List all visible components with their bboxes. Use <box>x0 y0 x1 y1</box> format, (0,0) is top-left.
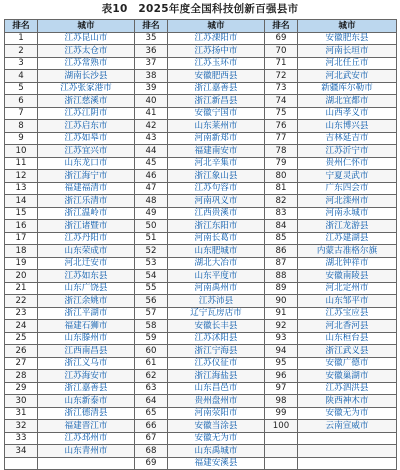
city-cell: 浙江温岭市 <box>38 207 135 220</box>
rank-cell: 98 <box>265 395 298 408</box>
rank-cell: 58 <box>135 320 168 333</box>
rank-cell: 25 <box>5 332 38 345</box>
rank-cell: 60 <box>135 345 168 358</box>
rank-cell: 14 <box>5 195 38 208</box>
city-cell: 山东邹平市 <box>298 295 397 308</box>
city-cell: 福建石狮市 <box>38 320 135 333</box>
rank-cell: 24 <box>5 320 38 333</box>
city-cell: 山东平度市 <box>168 270 265 283</box>
rank-cell <box>265 445 298 458</box>
rank-cell: 93 <box>265 332 298 345</box>
rank-cell: 49 <box>135 207 168 220</box>
city-cell: 河北迁安市 <box>38 257 135 270</box>
table-row <box>5 370 397 383</box>
table-header-row <box>5 20 397 33</box>
city-cell: 宁夏灵武市 <box>298 170 397 183</box>
city-cell: 江苏昆山市 <box>38 32 135 45</box>
city-cell: 山东青州市 <box>38 445 135 458</box>
rank-cell: 87 <box>265 257 298 270</box>
city-cell: 山东昌邑市 <box>168 382 265 395</box>
rank-cell: 19 <box>5 257 38 270</box>
rank-cell: 26 <box>5 345 38 358</box>
rank-cell: 69 <box>135 457 168 470</box>
city-cell: 浙江乐清市 <box>38 195 135 208</box>
city-cell: 河北滦州市 <box>298 195 397 208</box>
table-row <box>5 107 397 120</box>
table-row <box>5 170 397 183</box>
city-cell: 陕西神木市 <box>298 395 397 408</box>
table-row <box>5 457 397 470</box>
city-cell: 江苏太仓市 <box>38 45 135 58</box>
city-cell: 江苏溧阳市 <box>168 32 265 45</box>
rank-cell: 28 <box>5 370 38 383</box>
city-cell: 江苏如皋市 <box>38 132 135 145</box>
rank-cell: 59 <box>135 332 168 345</box>
city-cell: 山东禹城市 <box>168 445 265 458</box>
city-cell: 辽宁瓦房店市 <box>168 307 265 320</box>
table-row <box>5 382 397 395</box>
rank-cell: 38 <box>135 70 168 83</box>
city-cell: 江苏张家港市 <box>38 82 135 95</box>
rank-cell: 39 <box>135 82 168 95</box>
city-cell: 广东四会市 <box>298 182 397 195</box>
city-header: 城市 <box>298 20 397 33</box>
rank-cell: 61 <box>135 357 168 370</box>
table-row <box>5 357 397 370</box>
table-row <box>5 132 397 145</box>
city-cell: 吉林延吉市 <box>298 132 397 145</box>
city-cell: 河北任丘市 <box>298 57 397 70</box>
city-cell: 江苏沛县 <box>168 295 265 308</box>
ranking-table <box>4 19 397 470</box>
city-cell: 浙江平湖市 <box>38 307 135 320</box>
city-cell: 江苏仪征市 <box>168 357 265 370</box>
rank-cell: 35 <box>135 32 168 45</box>
rank-cell: 88 <box>265 270 298 283</box>
table-row <box>5 45 397 58</box>
rank-cell: 65 <box>135 407 168 420</box>
city-cell: 河北定州市 <box>298 282 397 295</box>
rank-cell: 31 <box>5 407 38 420</box>
city-cell: 浙江东阳市 <box>168 220 265 233</box>
city-cell: 浙江海宁市 <box>38 170 135 183</box>
table-row <box>5 157 397 170</box>
city-cell: 安徽南陵县 <box>298 270 397 283</box>
city-cell <box>298 457 397 470</box>
rank-cell: 44 <box>135 145 168 158</box>
city-cell: 河北香河县 <box>298 320 397 333</box>
rank-cell: 6 <box>5 95 38 108</box>
city-cell: 浙江象山县 <box>168 170 265 183</box>
city-cell: 福建安溪县 <box>168 457 265 470</box>
city-cell: 河南禹州市 <box>168 282 265 295</box>
city-cell: 河南巩义市 <box>168 195 265 208</box>
city-cell: 江苏泗洪县 <box>298 382 397 395</box>
rank-header: 排名 <box>5 20 38 33</box>
table-row <box>5 332 397 345</box>
city-cell <box>298 445 397 458</box>
city-cell: 山西孝义市 <box>298 107 397 120</box>
city-cell: 安徽长丰县 <box>168 320 265 333</box>
rank-cell: 84 <box>265 220 298 233</box>
rank-cell: 66 <box>135 420 168 433</box>
rank-cell: 40 <box>135 95 168 108</box>
rank-cell: 81 <box>265 182 298 195</box>
rank-cell <box>265 457 298 470</box>
rank-header: 排名 <box>135 20 168 33</box>
city-cell: 安徽肥西县 <box>168 70 265 83</box>
rank-cell: 94 <box>265 345 298 358</box>
rank-cell: 27 <box>5 357 38 370</box>
rank-cell: 82 <box>265 195 298 208</box>
city-cell: 江苏丹阳市 <box>38 232 135 245</box>
rank-cell: 95 <box>265 357 298 370</box>
city-cell: 江苏江阴市 <box>38 107 135 120</box>
rank-cell: 50 <box>135 220 168 233</box>
table-row <box>5 295 397 308</box>
rank-cell: 69 <box>265 32 298 45</box>
rank-cell: 22 <box>5 295 38 308</box>
city-cell: 云南宣威市 <box>298 420 397 433</box>
rank-cell: 20 <box>5 270 38 283</box>
rank-cell: 67 <box>135 432 168 445</box>
city-cell: 山东新泰市 <box>38 395 135 408</box>
city-cell: 安徽广德市 <box>298 357 397 370</box>
rank-cell: 83 <box>265 207 298 220</box>
city-cell: 安徽无为市 <box>298 407 397 420</box>
rank-cell: 99 <box>265 407 298 420</box>
table-row <box>5 195 397 208</box>
rank-cell: 3 <box>5 57 38 70</box>
city-cell <box>298 432 397 445</box>
rank-cell: 77 <box>265 132 298 145</box>
city-cell: 湖南长沙县 <box>38 70 135 83</box>
city-cell: 浙江嘉善县 <box>38 382 135 395</box>
table-row <box>5 395 397 408</box>
city-cell: 山东肥城市 <box>168 245 265 258</box>
rank-cell: 71 <box>265 57 298 70</box>
rank-cell: 2 <box>5 45 38 58</box>
table-title: 表10 2025年度全国科技创新百强县市 <box>101 3 299 15</box>
rank-cell: 56 <box>135 295 168 308</box>
city-cell: 江苏扬中市 <box>168 45 265 58</box>
city-header: 城市 <box>168 20 265 33</box>
rank-cell: 21 <box>5 282 38 295</box>
table-row <box>5 445 397 458</box>
rank-cell: 70 <box>265 45 298 58</box>
table-row <box>5 182 397 195</box>
city-cell: 山东博兴县 <box>298 120 397 133</box>
rank-cell: 48 <box>135 195 168 208</box>
rank-cell: 73 <box>265 82 298 95</box>
rank-cell: 47 <box>135 182 168 195</box>
table-row <box>5 432 397 445</box>
rank-cell: 37 <box>135 57 168 70</box>
rank-cell: 45 <box>135 157 168 170</box>
city-cell: 江苏邳州市 <box>38 432 135 445</box>
city-cell: 山东滕州市 <box>38 332 135 345</box>
rank-cell: 90 <box>265 295 298 308</box>
rank-cell: 51 <box>135 232 168 245</box>
table-row <box>5 95 397 108</box>
rank-cell: 11 <box>5 157 38 170</box>
city-cell: 江苏句容市 <box>168 182 265 195</box>
city-cell: 湖北钟祥市 <box>298 257 397 270</box>
city-cell: 山东桓台县 <box>298 332 397 345</box>
rank-cell: 72 <box>265 70 298 83</box>
city-cell: 安徽宁国市 <box>168 107 265 120</box>
city-cell: 河北辛集市 <box>168 157 265 170</box>
city-cell: 山东龙口市 <box>38 157 135 170</box>
city-cell: 浙江宁海县 <box>168 345 265 358</box>
city-cell: 浙江海盐县 <box>168 370 265 383</box>
table-row <box>5 320 397 333</box>
rank-cell: 34 <box>5 445 38 458</box>
rank-cell: 89 <box>265 282 298 295</box>
rank-cell: 13 <box>5 182 38 195</box>
city-cell: 安徽巢湖市 <box>298 370 397 383</box>
city-cell: 山东莱州市 <box>168 120 265 133</box>
city-cell: 福建晋江市 <box>38 420 135 433</box>
rank-cell: 54 <box>135 270 168 283</box>
rank-cell: 62 <box>135 370 168 383</box>
table-row <box>5 57 397 70</box>
rank-cell: 63 <box>135 382 168 395</box>
rank-cell: 29 <box>5 382 38 395</box>
city-cell: 河南长垣市 <box>298 45 397 58</box>
rank-cell: 55 <box>135 282 168 295</box>
rank-cell: 9 <box>5 132 38 145</box>
table-row <box>5 145 397 158</box>
city-cell: 浙江诸暨市 <box>38 220 135 233</box>
rank-cell: 36 <box>135 45 168 58</box>
city-cell: 安徽肥东县 <box>298 32 397 45</box>
city-cell <box>38 457 135 470</box>
city-cell: 浙江余姚市 <box>38 295 135 308</box>
table-row <box>5 407 397 420</box>
table-row <box>5 32 397 45</box>
city-cell: 江苏常熟市 <box>38 57 135 70</box>
city-cell: 浙江武义县 <box>298 345 397 358</box>
city-cell: 安徽当涂县 <box>168 420 265 433</box>
city-cell: 江西贵溪市 <box>168 207 265 220</box>
city-cell: 江苏沭阳县 <box>168 332 265 345</box>
city-header: 城市 <box>38 20 135 33</box>
rank-cell: 23 <box>5 307 38 320</box>
table-row <box>5 220 397 233</box>
city-cell: 浙江义乌市 <box>38 357 135 370</box>
city-cell: 内蒙古准格尔旗 <box>298 245 397 258</box>
rank-cell: 85 <box>265 232 298 245</box>
rank-cell: 5 <box>5 82 38 95</box>
rank-cell <box>265 432 298 445</box>
city-cell: 河南长葛市 <box>168 232 265 245</box>
city-cell: 福建福清市 <box>38 182 135 195</box>
rank-cell: 41 <box>135 107 168 120</box>
rank-header: 排名 <box>265 20 298 33</box>
rank-cell: 46 <box>135 170 168 183</box>
city-cell: 安徽无为市 <box>168 432 265 445</box>
city-cell: 浙江慈溪市 <box>38 95 135 108</box>
rank-cell: 42 <box>135 120 168 133</box>
rank-cell: 68 <box>135 445 168 458</box>
rank-cell: 57 <box>135 307 168 320</box>
city-cell: 山东广饶县 <box>38 282 135 295</box>
city-cell: 江苏建湖县 <box>298 232 397 245</box>
rank-cell: 4 <box>5 70 38 83</box>
rank-cell: 12 <box>5 170 38 183</box>
table-row <box>5 245 397 258</box>
city-cell: 江苏沂宁市 <box>298 145 397 158</box>
city-cell: 江苏如东县 <box>38 270 135 283</box>
rank-cell: 96 <box>265 370 298 383</box>
table-row <box>5 207 397 220</box>
table-row <box>5 82 397 95</box>
city-cell: 河南荥阳市 <box>168 407 265 420</box>
rank-cell: 52 <box>135 245 168 258</box>
table-row <box>5 345 397 358</box>
city-cell: 福建南安市 <box>168 145 265 158</box>
rank-cell: 79 <box>265 157 298 170</box>
rank-cell: 53 <box>135 257 168 270</box>
city-cell: 江苏海安市 <box>38 370 135 383</box>
rank-cell: 80 <box>265 170 298 183</box>
rank-cell: 92 <box>265 320 298 333</box>
rank-cell: 7 <box>5 107 38 120</box>
city-cell: 河北武安市 <box>298 70 397 83</box>
rank-cell: 76 <box>265 120 298 133</box>
table-body <box>5 32 397 470</box>
city-cell: 浙江龙游县 <box>298 220 397 233</box>
table-row <box>5 307 397 320</box>
city-cell: 贵州盘州市 <box>168 395 265 408</box>
city-cell: 浙江德清县 <box>38 407 135 420</box>
rank-cell: 18 <box>5 245 38 258</box>
table-row <box>5 120 397 133</box>
rank-cell: 74 <box>265 95 298 108</box>
city-cell: 贵州仁怀市 <box>298 157 397 170</box>
city-cell: 浙江新昌县 <box>168 95 265 108</box>
city-cell: 湖北宜都市 <box>298 95 397 108</box>
city-cell: 江西南昌县 <box>38 345 135 358</box>
rank-cell: 1 <box>5 32 38 45</box>
rank-cell <box>5 457 38 470</box>
city-cell: 新疆库尔勒市 <box>298 82 397 95</box>
rank-cell: 97 <box>265 382 298 395</box>
rank-cell: 33 <box>5 432 38 445</box>
city-cell: 湖北大冶市 <box>168 257 265 270</box>
table-row <box>5 232 397 245</box>
rank-cell: 64 <box>135 395 168 408</box>
table-row <box>5 70 397 83</box>
rank-cell: 86 <box>265 245 298 258</box>
rank-cell: 32 <box>5 420 38 433</box>
table-row <box>5 257 397 270</box>
table-row <box>5 420 397 433</box>
rank-cell: 15 <box>5 207 38 220</box>
rank-cell: 100 <box>265 420 298 433</box>
rank-cell: 30 <box>5 395 38 408</box>
rank-cell: 78 <box>265 145 298 158</box>
rank-cell: 91 <box>265 307 298 320</box>
city-cell: 江苏启东市 <box>38 120 135 133</box>
rank-cell: 17 <box>5 232 38 245</box>
city-cell: 山东荣成市 <box>38 245 135 258</box>
city-cell: 河南永城市 <box>298 207 397 220</box>
table-row <box>5 282 397 295</box>
rank-cell: 16 <box>5 220 38 233</box>
rank-cell: 8 <box>5 120 38 133</box>
rank-cell: 43 <box>135 132 168 145</box>
table-row <box>5 270 397 283</box>
rank-cell: 75 <box>265 107 298 120</box>
rank-cell: 10 <box>5 145 38 158</box>
city-cell: 江苏玉环市 <box>168 57 265 70</box>
city-cell: 浙江嘉善县 <box>168 82 265 95</box>
city-cell: 河南新郑市 <box>168 132 265 145</box>
city-cell: 江苏宝应县 <box>298 307 397 320</box>
city-cell: 江苏宜兴市 <box>38 145 135 158</box>
